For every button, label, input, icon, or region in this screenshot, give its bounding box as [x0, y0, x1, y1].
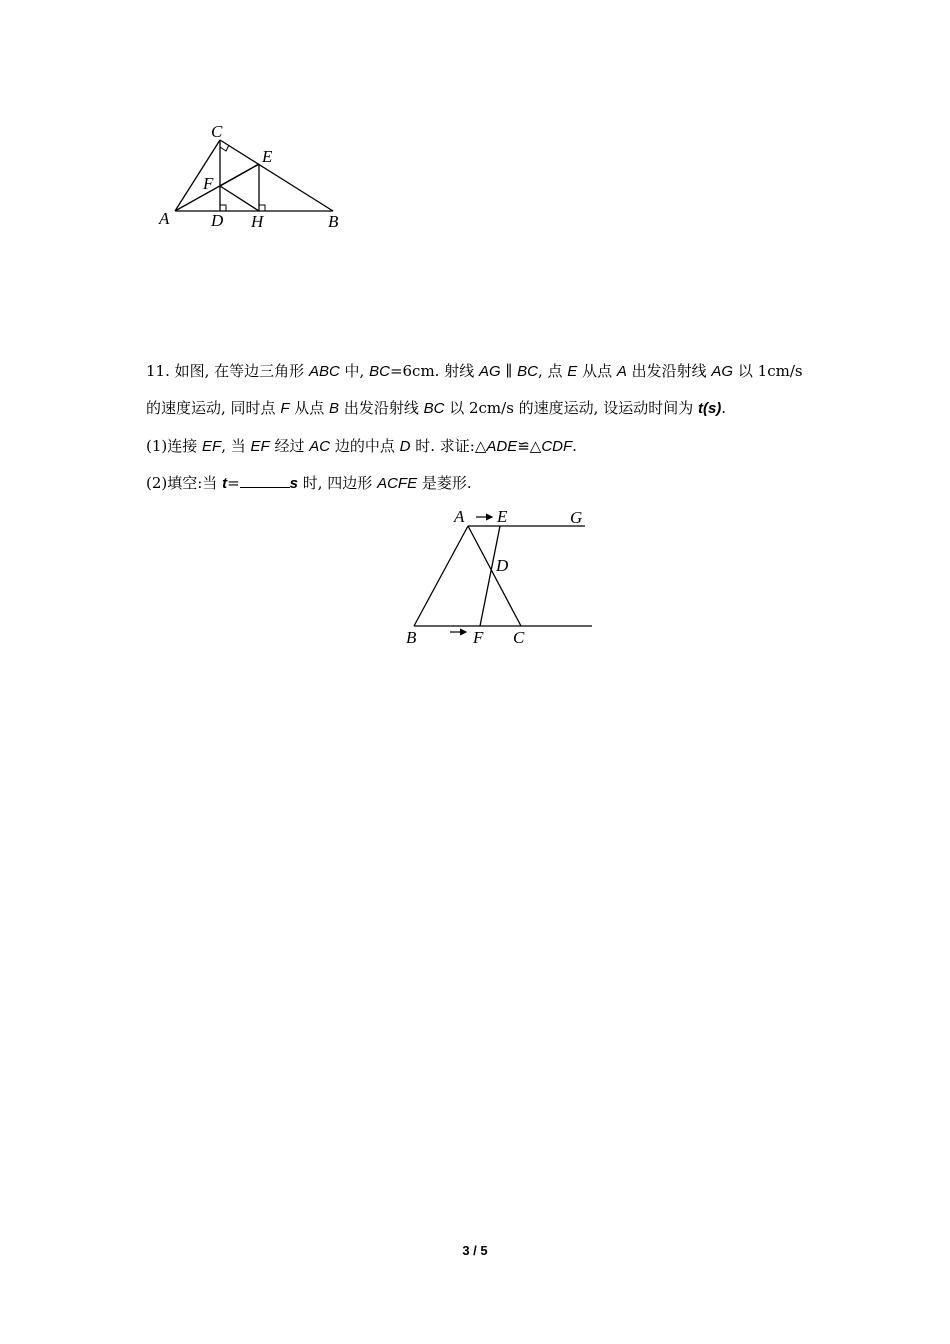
text: , 点	[537, 362, 568, 380]
label-d: D	[211, 211, 224, 230]
text: (2)填空:当	[146, 474, 223, 492]
math-ef: EF	[202, 438, 222, 455]
math-e: E	[567, 363, 578, 380]
math-a: A	[616, 363, 627, 380]
text: 边的中点	[330, 437, 400, 455]
math-s: s	[289, 475, 298, 492]
math-acfe: ACFE	[377, 475, 418, 492]
math-b: B	[329, 400, 340, 417]
segment-fe	[220, 164, 259, 186]
math-t: t	[222, 475, 228, 492]
segment-ab	[414, 526, 468, 626]
text: 出发沿射线	[339, 399, 424, 417]
segment-ac	[468, 526, 521, 626]
text: =	[227, 474, 240, 492]
label-c: C	[513, 628, 525, 647]
problem-line-2	[146, 398, 726, 419]
text: 是菱形.	[417, 474, 472, 492]
text: 如图, 在等边三角形	[169, 362, 309, 380]
text: =6cm. 射线	[389, 362, 479, 380]
text: 出发沿射线	[626, 362, 712, 380]
problem-number: 11.	[146, 362, 170, 380]
figure-rays	[400, 502, 600, 652]
label-h: H	[251, 212, 264, 231]
math-bc: BC	[369, 363, 390, 380]
text: 中,	[339, 362, 370, 380]
figure-triangle-abc	[150, 118, 360, 238]
math-ag: AG	[711, 363, 734, 380]
text: 以 1cm/s	[733, 362, 803, 380]
text: 从点	[289, 399, 330, 417]
answer-blank[interactable]	[240, 473, 290, 488]
label-f: F	[473, 628, 484, 647]
label-e: E	[497, 507, 508, 526]
math-ade: ADE	[486, 438, 518, 455]
math-ac: AC	[309, 438, 331, 455]
text: .	[721, 399, 727, 417]
math-t-s: t(s)	[697, 400, 722, 417]
label-a: A	[159, 209, 170, 228]
math-abc: ABC	[308, 363, 340, 380]
label-c: C	[211, 122, 223, 141]
label-b: B	[406, 628, 417, 647]
right-angle-mark-c	[220, 145, 229, 151]
math-cdf: CDF	[541, 438, 573, 455]
math-d: D	[399, 438, 411, 455]
text: 时. 求证:△	[410, 437, 487, 455]
math-bc: BC	[517, 363, 538, 380]
text: 时, 四边形	[298, 474, 378, 492]
label-d: D	[496, 556, 509, 575]
label-f: F	[203, 174, 214, 193]
math-ag: AG	[478, 363, 501, 380]
math-f: F	[280, 400, 290, 417]
text: (1)连接	[146, 437, 203, 455]
text: 从点	[577, 362, 617, 380]
label-a: A	[454, 507, 465, 526]
segment-cb	[220, 140, 333, 211]
text: .	[572, 437, 577, 455]
segment-ef	[480, 526, 500, 626]
figure-rays-svg	[400, 502, 600, 652]
math-ef: EF	[250, 438, 270, 455]
figure-triangle-abc-svg	[150, 118, 360, 238]
math-bc: BC	[423, 400, 445, 417]
text: 经过	[269, 437, 310, 455]
label-g: G	[570, 508, 583, 527]
label-e: E	[262, 147, 273, 166]
problem-line-1	[146, 361, 803, 382]
text: 以 2cm/s 的速度运动, 设运动时间为	[444, 399, 698, 417]
page-number: 3 / 5	[462, 1243, 488, 1258]
text: ≌△	[517, 437, 542, 455]
right-angle-mark-h	[259, 205, 265, 211]
text: , 当	[221, 437, 251, 455]
problem-part-2	[146, 473, 472, 494]
problem-part-1	[146, 436, 577, 457]
text: 的速度运动, 同时点	[146, 399, 281, 417]
label-b: B	[328, 212, 339, 231]
text: ∥	[500, 362, 518, 380]
